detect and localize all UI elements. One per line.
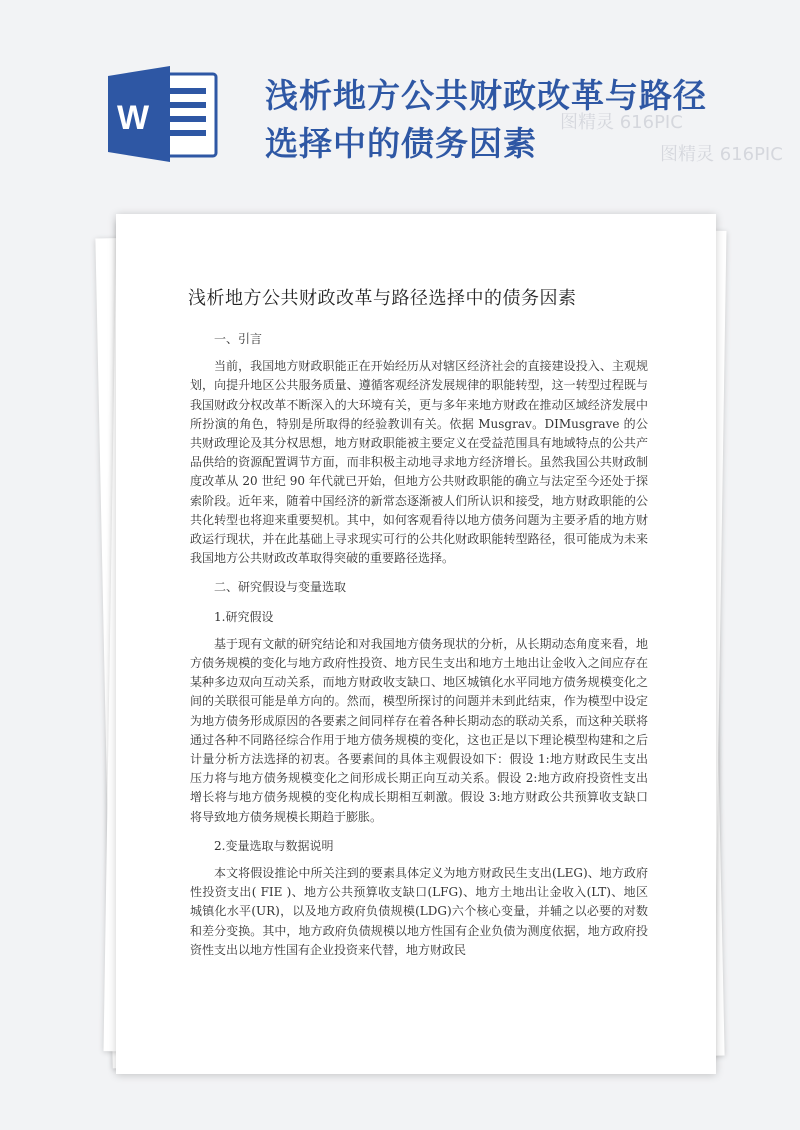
- section-heading: 一、引言: [214, 332, 263, 346]
- document-page: [116, 214, 716, 1074]
- word-document-icon: [106, 66, 218, 162]
- document-title: 浅析地方公共财政改革与路径选择中的债务因素: [188, 288, 577, 309]
- header-banner: [0, 0, 800, 215]
- subsection-heading: 1.研究假设: [214, 609, 274, 624]
- banner-title-line2: 选择中的债务因素: [265, 124, 537, 163]
- watermark-text: 图精灵 616PIC: [660, 144, 783, 165]
- body-paragraph: 当前，我国地方财政职能正在开始经历从对辖区经济社会的直接建设投入、主观规划，向提升地区公共服务质量、遵循客观经济发展规律的职能转型，这一转型过程既与我国财政分权改革不断深入的大环境有关，更与多年来地方财政在推动区域经济发展中所扮演的角色，特别是所取得的经验教训有关。依据 Musgrav。DIMusgrave 的公共财政理论及其分权思想，地方财政职能被主要定义在受益范围具有地域特点的公共产品供给的资源配置调节方面，而非积极主动地寻求地方经济增长。虽然我国公共财政制度改革从 20 世纪 90 年代就已开始，但地方公共财政职能的确立与法定至今还处于探索阶段。近年来，随着中国经济的新常态逐渐被人们所认识和接受，地方财政职能的公共化转型也将迎来重要契机。其中，如何客观看待以地方债务问题为主要矛盾的地方财政运行现状，并在此基础上寻求现实可行的公共化财政职能转型路径，很可能成为未来我国地方公共财政改革取得突破的重要路径选择。: [190, 359, 648, 566]
- watermark-text: 图精灵 616PIC: [560, 112, 683, 133]
- body-paragraph: 基于现有文献的研究结论和对我国地方债务现状的分析，从长期动态角度来看，地方债务规模的变化与地方政府性投资、地方民生支出和地方土地出让金收入之间应存在某种多边双向互动关系，而地方财政收支缺口、地区城镇化水平同地方债务规模变化之间的关联很可能是单方向的。然而，模型所探讨的问题并未到此结束，作为模型中设定为地方债务形成原因的各要素之间同样存在着各种长期动态的联动关系，而这种关联将通过各种不同路径综合作用于地方债务规模的变化，这也正是以下理论模型构建和之后计量分析方法选择的初衷。各要素间的具体主观假设如下：假设 1:地方财政民生支出压力将与地方债务规模变化之间形成长期正向互动关系。假设 2:地方政府投资性支出增长将与地方债务规模的变化构成长期相互刺激。假设 3:地方财政公共预算收支缺口将导致地方债务规模长期趋于膨胀。: [190, 636, 648, 824]
- section-heading: 二、研究假设与变量选取: [214, 580, 347, 595]
- banner-title-line1: 浅析地方公共财政改革与路径: [265, 76, 707, 115]
- body-paragraph: 本文将假设推论中所关注到的要素具体定义为地方财政民生支出(LEG)、地方政府性投资支出( FIE )、地方公共预算收支缺口(LFG)、地方土地出让金收入(LT)、地区城镇化水平(UR)，以及地方政府负债规模(LDG)六个核心变量，并辅之以必要的对数和差分变换。其中，地方政府负债规模以地方性国有企业负债为测度依据，地方政府投资性支出以地方性国有企业投资来代替，地方财政民: [190, 866, 648, 957]
- svg-text:W: W: [117, 99, 150, 137]
- document-body: [190, 330, 648, 960]
- subsection-heading: 2.变量选取与数据说明: [214, 838, 334, 853]
